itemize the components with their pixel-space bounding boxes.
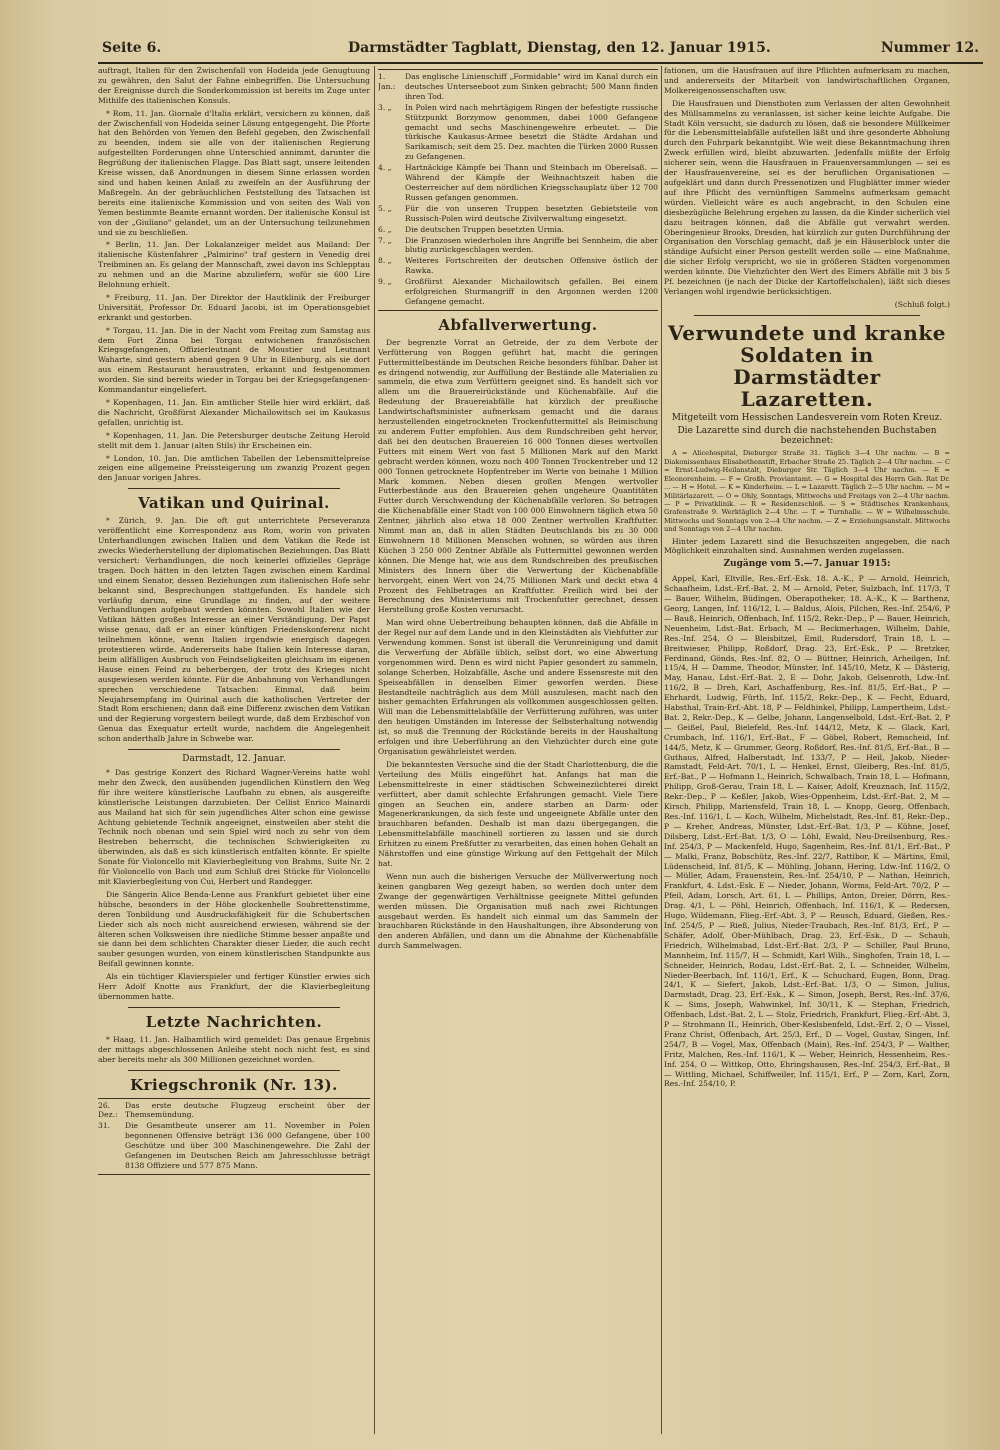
chronicle-entry (378, 163, 658, 203)
divider (128, 749, 340, 750)
article-paragraph: Als ein tüchtiger Klavierspieler und fertiger Künstler erwies sich Herr Adolf Knotte aus Frankfurt, der die Klavierbegleitung übernommen hatte. (98, 972, 370, 1001)
chronicle-entry (378, 72, 658, 102)
chronicle-text: Die Gesamtbeute unserer am 11. November in Polen begonnenen Offensive beträgt 136 000 Gefangene, über 100 Geschütze und über 300 Maschinengewehre. Die Zahl der Gefangenen im Deutschen Reich am Jahresschlusse beträgt 8138 Offiziere und 577 875 Mann. (125, 1121, 370, 1170)
masthead: Darmstädter Tagblatt, Dienstag, den 12. Januar 1915. (348, 40, 771, 56)
soldier-list: Appel, Karl, Eltville, Res.-Erf.-Esk. 18. A.-K., P — Arnold, Heinrich, Schaafheim, Ldst.-Erf.-Bat. 2, M — Arnold, Peter, Sulzbach, Inf. 117/3, T — Bauer, Wilhelm, Büdingen, Oberapotheker, 18. A.-K., K — Barthenz, Georg, Langen, Inf. 116/12, L — Baldus, Alois, Pilchen, Res.-Inf. 254/6, P — Bauß, Heinrich, Offenbach, Inf. 115/2, Rekr.-Dep., P — Bauer, Heinrich, Neuenheim, Ldst.-Bat. Erbach, M — Beckmerhagen, Wilhelm, Dahle, Res.-Inf. 254, O — Bleisbitzel, Emil, Rudersdorf, Train 18, L — Breitwieser, Philipp, Roßdorf, Drag. 23, Erf.-Esk., P — Bretzker, Ferdinand, Gönds, Res.-Inf. 82, O — Büttner, Heinrich, Arheilgen, Inf. 115/4, H — Damme, Theodor, Münster, Inf. 145/10, Metz, K — Dästerig, May, Hanau, Ldst.-Erf.-Bat. 2, E — Dohr, Jakob, Gelsenroth, Ldw.-Inf. 116/2, B — Dreh, Karl, Aschaffenburg, Res.-Inf. 81/5, Erf.-Bat., P — Ehrhardt, Ludwig, Fürth, Inf. 115/2, Rekr.-Dep., K — Fecht, Eduard, Habsthal, Train-Erf.-Abt. 18, P — Feldhinkel, Philipp, Lampertheim, Ldst.-Bat. 2, Rekr.-Dep., K — Gelbe, Johann, Langenselbold, Ldst.-Erf.-Bat. 2, P — Geißel, Paul, Bielefeld, Res.-Inf. 144/12, Metz, K — Glack, Karl, Crumbach, Inf. 116/1, Erf.-Bat., F — Göbel, Robert, Remscheid, Inf. 144/5, Metz, K — Grummer, Georg, Roßdorf, Res.-Inf. 81/5, Erf.-Bat., B — Guthaus, Alfred, Halberstadt, Inf. 133/7, P — Heil, Jakob, Nieder-Ramstadt, Feld-Art. 70/1, L — Henkel, Ernst, Gleiberg, Res.-Inf. 81/5, Erf.-Bat., P — Hofmann I., Heinrich, Schwalbach, Train 18, L — Hofmann, Philipp, Groß-Gerau, Train 18, L — Kaiser, Adolf, Kreuznach, Inf. 115/2, Rekr.-Dep., P — Keßler, Jakob, Wies-Oppenheim, Ldst.-Erf.-Bat. 2, M — Kirsch, Philipp, Mariensfeld, Train 18, L — Knopp, Georg, Offenbach, Res.-Inf. 116/1, L — Koch, Wilhelm, Michelstadt, Res.-Inf. 81, Rekr.-Dep., P — Kreher, Andreas, Münster, Ldst.-Erf.-Bat. 1/3, P — Kühne, Josef, Dilsberg, Ldst.-Erf.-Bat. 1/3, O — Löhl, Ewald, Neu-Dreilsenburg, Res.-Inf. 254/3, P — Mackenfeld, Hugo, Sagenheim, Res.-Inf. 81/1, Erf.-Bat., P — Malki, Franz, Bobschütz, Res.-Inf. 22/7, Rattibor, K — Märtins, Emil, Lüdenscheid, Inf. 81/5, K — Mühling, Johann, Hering, Ldw.-Inf. 116/2, O — Müller, Adam, Frauenstein, Res.-Inf. 254/10, P — Nathan, Heinrich, Frankfurt, 4. Ldst.-Esk. E — Nieder, Johann, Worms, Feld-Art. 70/2, P — Pfeil, Adam, Lorsch, Art. 61, L — Phillips, Anton, Dreier, Dörrn, Res.-Drag. 4/1, L — Pöhl, Heinrich, Offenbach, Inf. 116/1, K — Redersen, Hugo, Wildemann, Flieg.-Erf.-Abt. 3, P — Reusch, Eduard, Gießen, Res.-Inf. 254/5, P — Rieß, Julius, Nieder-Traubach, Res.-Inf. 81/3, Erf., P — Schäfer, Adolf, Ober-Mühlbach, Drag. 23, Erf.-Esk., D — Schaub, Friedrich, Wilhelmsbad, Ldst.-Erf.-Bat. 2/3, P — Schiller, Paul Bruno, Mannheim, Inf. 115/7, H — Schmidt, Karl Wilh., Singhofen, Train 18, L — Schneider, Heinrich, Rodau, Ldst.-Erf.-Bat. 2, L — Schneider, Wilhelm, Nieder-Beerbach, Inf. 116/1, Erf., K — Schuchard, Eugen, Bonn, Drag. 24/1, K — Siefert, Jakob, Ldst.-Erf.-Bat. 1/3, O — Simon, Julius, Darmstadt, Drag. 23, Erf.-Esk., K — Simon, Joseph, Berst, Res.-Inf. 37/6, K — Sims, Joseph, Wahwinkel, Inf. 30/11, K — Stephan, Friedrich, Offenbach, Ldst.-Bat. 2, L — Stolz, Friedrich, Frankfurt, Flieg.-Erf.-Abt. 3, P — Strohmann II., Heinrich, Ober-Keslsbenfeld, Ldst.-Erf. 2, O — Vissel, Franz Christ, Offenbach, Art. 25/3, Erf., D — Vogel, Gustav, Singen, Inf. 254/7, B — Vogel, Max, Offenbach (Main), Res.-Inf. 254/3, P — Walther, Fritz, Malchen, Res.-Inf. 116/1, K — Weber, Heinrich, Hessenheim, Res.-Inf. 254, O — Wittkop, Otto, Ehringshausen, Res.-Inf. 254/3, Erf.-Bat., B — Wittling, Michael, Schiffweiler, Inf. 115/1, Erf., P — Zorn, Karl, Zorn, Res.-Inf. 254/10, P. (664, 574, 950, 1089)
article-paragraph: Man wird ohne Uebertreibung behaupten können, daß die Abfälle in der Regel nur auf dem Lande und in den Kleinstädten als Viehfutter zur Verwendung kommen. Sonst ist überall die Verunreinigung und damit die Verwerfung der Abfälle üblich, selbst dort, wo eine Abwertung vorgenommen wird. Denn es wird nicht Papier gesondert zu sammeln, solange Scherben, Holzabfälle, Asche und andere Essensreste mit den Speiseabfällen in denselben Eimer geworfen werden. Diese Bestandteile nachträglich aus dem Müll auszulesen, macht nach den bisher gemachten Erfahrungen als vollkommen ausgeschlossen gelten. Will man die Lebensmittelabfälle der Verfütterung zuführen, was unter den heutigen Umständen im Interesse der Selbsterhaltung notwendig ist, so muß die Trennung der Rückstände bereits in der Haushaltung erfolgen und ihre Ueberführung an den Viehzüchter durch eine gute Organisation gewährleistet werden. (378, 618, 658, 756)
article-paragraph: Die Sängerin Alice Benda-Lenne aus Frankfurt gebietet über eine hübsche, besonders in der Höhe glockenhelle Soubrettenstimme, deren Tonbildung und Ausdrucksfähigkeit für die Schubertschen Lieder sich als noch nicht ausreichend erwiesen, während sie der älteren schen Volksweisen ihre niedliche Stimme besser anpaßte und sie dann bei dem schlichten Charakter dieser Lieder, die auch recht sauber gesungen wurden, von einem künstlerischen Standpunkte aus Beifall gewinnen konnte. (98, 889, 370, 969)
chronicle-text: Das erste deutsche Flugzeug erscheint über der Themsemündung. (125, 1100, 370, 1120)
article-paragraph: * London, 10. Jan. Die amtlichen Tabellen der Lebensmittelpreise zeigen eine allgemeine Preissteigerung um zwanzig Prozent gegen den Januar vorigen Jahres. (98, 453, 370, 483)
page-number: Seite 6. (102, 40, 162, 56)
chronicle-text: Großfürst Alexander Michailowitsch gefallen. Bei einem erfolgreichen Sturmangriff in den Argonnen werden 1200 Gefangene gemacht. (405, 277, 658, 306)
headline-kriegschronik: Kriegschronik (Nr. 13). (130, 1075, 338, 1094)
chronicle-date: 7. „ (378, 235, 392, 245)
subheading: Mitgeteilt vom Hessischen Landesverein vom Roten Kreuz. (671, 412, 943, 423)
issue-number: Nummer 12. (880, 40, 979, 56)
subheading: Die Lazarette sind durch die nachstehenden Buchstaben bezeichnet: (677, 425, 937, 446)
chronicle-date: 8. „ (378, 256, 392, 266)
divider (128, 488, 340, 489)
chronicle-date: 31. (98, 1121, 111, 1131)
chronicle-date: 26. Dez.: (98, 1100, 118, 1120)
dateline-darmstadt: Darmstadt, 12. Januar. (182, 754, 286, 765)
chronicle-date: 9. „ (378, 277, 392, 287)
chronicle-entry (98, 1121, 370, 1171)
article-paragraph: * Berlin, 11. Jan. Der Lokalanzeiger meldet aus Mailand: Der italienische Küstenfahrer „Palmirino" traf gestern in Venedig drei Treibminen an. Es gelang der Mannschaft, zwei davon ins Schlepptau zu nehmen und an die Marine abzuliefern, wofür sie 600 Lire Belohnung erhielt. (98, 240, 370, 290)
column-3 (664, 66, 950, 1436)
chronicle-text: In Polen wird nach mehrtägigem Ringen der befestigte russische Stützpunkt Borzymow genommen, dabei 1000 Gefangene gemacht und sechs Maschinengewehre erbeutet. — Die türkische Kaukasus-Armee besetzt die Städte Ardahan und Sarikamisch; seit dem 25. Dez. machten die Türken 2000 Russen zu Gefangenen. (405, 102, 658, 162)
divider (128, 1007, 340, 1008)
chronicle-text: Weiteres Fortschreiten der deutschen Offensive östlich der Rawka. (405, 256, 658, 276)
chronicle-entry (378, 204, 658, 224)
chronicle-date: 6. „ (378, 224, 392, 234)
headline-vatikan: Vatikan und Quirinal. (138, 494, 330, 513)
chronicle-entry (98, 1101, 370, 1121)
article-paragraph: * Haag, 11. Jan. Halbamtlich wird gemeldet: Das genaue Ergebnis der mittags abgeschlossenen Anleihe steht noch nicht fest, es sind aber bereits mehr als 300 Millionen gezeichnet worden. (98, 1034, 370, 1064)
article-paragraph: * Kopenhagen, 11. Jan. Die Petersburger deutsche Zeitung Herold stellt mit dem 1. Januar (alten Stils) ihr Erscheinen ein. (98, 430, 370, 450)
page-header (98, 38, 983, 64)
chronicle-entry (378, 103, 658, 162)
chronicle-entry (378, 277, 658, 307)
article-paragraph: auftragt, Italien für den Zwischenfall von Hodeida jede Genugtuung zu gewähren, den Salut der Fahne einbegriffen. Die Untersuchung der Ereignisse durch die Sonderkommission ist bereits im Zuge unter Mithilfe des italienischen Konsuls. (98, 66, 370, 105)
article-paragraph: Hinter jedem Lazarett sind die Besuchszeiten angegeben, die nach Möglichkeit einzuhalten sind. Ausnahmen werden zugelassen. (664, 536, 950, 556)
divider (694, 315, 920, 316)
headline-abfallverwertung: Abfallverwertung. (438, 315, 598, 334)
article-paragraph: * Torgau, 11. Jan. Die in der Nacht vom Freitag zum Samstag aus dem Fort Zinna bei Torgau entwichenen französischen Kriegsgefangenen, Offizierleutnant de Moustier und Leutnant Waharte, sind gestern abend gegen 9 Uhr in Eilenburg, als sie dort aus einem Restaurant heraustraten, erkannt und festgenommen worden. Sie sind bereits wieder in Torgau bei der Kriegsgefangenen-Kommandantur eingeliefert. (98, 325, 370, 395)
arrivals-heading: Zugänge vom 5.—7. Januar 1915: (723, 559, 891, 570)
chronicle-date: 3. „ (378, 102, 392, 112)
chronicle-date: 1. Jan.: (378, 72, 396, 91)
chronicle-text: Die Franzosen wiederholen ihre Angriffe bei Sennheim, die aber blutig zurückgeschlagen werden. (405, 235, 658, 255)
headline-letzte-nachrichten: Letzte Nachrichten. (145, 1012, 323, 1031)
chronicle-text: Hartnäckige Kämpfe bei Thann und Steinbach im Oberelsaß. — Während der Kämpfe der Weihnachtszeit haben die Oesterreicher auf dem nördlichen Kriegsschauplatz über 12 700 Russen gefangen genommen. (405, 163, 658, 202)
article-paragraph: * Kopenhagen, 11. Jan. Ein amtlicher Stelle hier wird erklärt, daß die Nachricht, Großfürst Alexander Michailowitsch sei im Kaukasus gefallen, unrichtig ist. (98, 398, 370, 427)
chronicle-entry (378, 225, 658, 235)
article-paragraph: Die bekanntesten Versuche sind die der Stadt Charlottenburg, die die Verteilung des Mülls eingeführt hat. Anfangs hat man die Lebensmittelreste in einer städtischen Schweinezüchterei direkt verfüttert, aber damit schlechte Erfahrungen gemacht. Viele Tiere gingen an Seuchen ein, andere starben an Darm- oder Magenerkrankungen, da sich feste und ungeeignete Abfälle unter den brauchbaren befanden. Deshalb ist man dazu übergegangen, die Lebensmittelabfälle maschinell sortieren zu lassen und sie durch Erhitzen zu einem Preßfutter zu verarbeiten, das einen hohen Gehalt an Nährstoffen und eine günstige Wirkung auf den Fettgehalt der Milch hat. (378, 759, 658, 868)
chronicle-text: Das englische Linienschiff „Formidable" wird im Kanal durch ein deutsches Unterseeboot zum Sinken gebracht; 500 Mann finden ihren Tod. (405, 72, 658, 101)
article-paragraph: * Das gestrige Konzert des Richard Wagner-Vereins hatte wohl mehr den Zweck, den ausübenden jugendlichen Künstlern den Weg für ihre weitere künstlerische Laufbahn zu ebnen, als ausgereifte künstlerische Leistungen darzubieten. Der Cellist Enrico Mainardi aus Mailand hat sich für sein jugendliches Alter schon eine gewisse Achtung gebietende Technik angeeignet, einstweilen aber steht die Technik noch obenan und sein Spiel wird noch zu sehr von dem Bestreben beherrscht, die technischen Schwierigkeiten zu überwinden, als daß es sich künstlerisch entfalten könnte. Er spielte Sonate für Violoncello mit Klavierbegleitung von Brahms, Suite Nr. 2 für Violoncello von Bach und zum Schluß drei Stücke für Violoncello mit Klavierbegleitung von Cui, Herbert und Randegger. (98, 768, 370, 886)
chronicle-entry (378, 236, 658, 256)
article-paragraph: Wenn nun auch die bisherigen Versuche der Müllverwertung noch keinen gangbaren Weg gezeigt haben, so werden doch unter dem Zwange der gegenwärtigen Verhältnisse geeignete Mittel gefunden werden müssen. Die Organisation muß nach zwei Richtungen ausgebaut werden. Es handelt sich einmal um das Sammeln der brauchbaren Rückstände in den Haushaltungen, ihre Absonderung von den anderen Abfällen, und dann um die Abnahme der Küchenabfälle durch Sammelwagen. (378, 871, 658, 951)
column-rule (661, 66, 662, 1434)
headline-verwundete: Verwundete und kranke Soldaten in Darmstädter Lazaretten. (668, 320, 946, 411)
chronicle-date: 4. „ (378, 163, 392, 173)
column-rule (374, 66, 375, 1434)
chronicle-date: 5. „ (378, 203, 392, 213)
article-paragraph: * Rom, 11. Jan. Giornale d'Italia erklärt, versichern zu können, daß der Zwischenfall von Hodeida seiner Lösung entgegengeht. Die Pforte hat den Behörden von Yemen den Befehl gegeben, den Zwischenfall zu beenden, indem sie alle von der italienischen Regierung aufgestellten Forderungen ohne Unterschied annimmt, darunter die Begrüßung der italienischen Flagge. Das Blatt sagt, unsere leitenden Kreise wissen, daß Anordnungen in diesem Sinne erlassen worden sind und haben keinen Anlaß zu zweifeln an der Ausführung der Maßregeln. An der gebräuchlichen Feststellung des Tatsachen ist bereits eine italienische Kommission und von seiten des Wali von Yemen bestimmte Beamte ernannt worden. Der italienische Konsul ist von der „Giuliano" gelandet, um an der Untersuchung teilzunehmen und sie zu beschließen. (98, 108, 370, 237)
chronicle-text: Für die von unseren Truppen besetzten Gebietsteile von Russisch-Polen wird deutsche Zivilverwaltung eingesetzt. (405, 203, 658, 223)
divider (128, 1070, 340, 1071)
article-paragraph: Die Hausfrauen und Dienstboten zum Verlassen der alten Gewohnheit des Müllsammelns zu veranlassen, ist sicher keine leichte Aufgabe. Die Stadt Köln versucht, sie dadurch zu lösen, daß sie besondere Müllkeimer für die Lebensmittelabfälle aufstellen läßt und ihre gesonderte Abholung durch den Fuhrpark bekanntgibt. Wie weit diese Bekanntmachung ihren Zweck erfüllen wird, bleibt abzuwarten. Jedenfalls müßte der Erfolg sicherer sein, wenn die Hausfrauen in Frauenversammlungen — sei es der Hausfrauenvereine, sei es der beruflichen Organisationen — aufgeklärt und dann durch Pressenotizen und Flugblätter immer wieder auf ihre Pflicht des vernünftigen Sammelns aufmerksam gemacht würden. Vielleicht wäre es auch angebracht, in den Schulen eine diesbezügliche Belehrung ergehen zu lassen, da die Kinder sicherlich viel dazu beitragen können, daß die Abfälle gut verwahrt werden. Oberingenieur Brooks, Dresden, hat kürzlich zur guten Durchführung der Organisation den Vorschlag gemacht, daß je ein Häuserblock unter die ständige Aufsicht einer Person gestellt werden solle — eine Maßnahme, die sicher Erfolg verspricht, wo sie in größeren Städten vorgenommen werden könnte. Die Viehzüchter den Wert des Eimers Abfälle mit 3 bis 5 Pf. bezeichnen (je nach der Dicke der Kartoffelschalen), läßt sich dieses Verlangen wohl irgendwie berücksichtigen. (664, 98, 950, 296)
chronicle-entry (378, 256, 658, 276)
column-1 (98, 66, 370, 1436)
article-paragraph: * Freiburg, 11. Jan. Der Direktor der Hautklinik der Freiburger Universität, Professor Dr. Eduard Jacobi, ist im Operationsgebiet erkrankt und gestorben. (98, 292, 370, 322)
continued-note: (Schluß folgt.) (894, 299, 950, 309)
article-paragraph: fationen, um die Hausfrauen auf ihre Pflichten aufmerksam zu machen, und andererseits der Mitarbeit von landwirtschaftlichen Organen, Molkereigenossenschaften usw. (664, 66, 950, 95)
war-chronicle-list (378, 69, 658, 311)
chronicle-text: Die deutschen Truppen besetzten Urmia. (405, 224, 564, 234)
lazarett-legend: A = Alicehospital, Dieburger Straße 31. Täglich 3—4 Uhr nachm. — B = Diakonissenhaus Elisabethenstift, Erbacher Straße 25. Täglich 2—4 Uhr nachm. — C = Ernst-Ludwig-Heilanstalt, Dieburger Str. Täglich 3—4 Uhr nachm. — E = Eleonorenheim. — F = Großh. Proviantamt. — G = Hospital des Herrn Geh. Rat Dr. ... — H = Hotel. — K = Kinderheim. — L = Lazarett. Täglich 2—5 Uhr nachm. — M = Militärlazarett. — O = Ohly, Sonntags, Mittwochs und Freitags von 2—4 Uhr nachm. — P = Privatklinik. — R = Residenzschloß. — S = Städtisches Krankenhaus, Grafenstraße 9. Werktäglich 2—4 Uhr. — T = Turnhalle. — W = Wilhelmsschule. Mittwochs und Sonntags von 2—4 Uhr nachm. — Z = Erziehungsanstalt. Mittwochs und Sonntags von 2—4 Uhr nachm. (664, 449, 950, 534)
article-paragraph: Der begrenzte Vorrat an Getreide, der zu dem Verbote der Verfütterung von Roggen geführt hat, macht die geringen Futtermittelbestände im Deutschen Reiche besonders fühlbar. Daher ist es dringend notwendig, zur Auffüllung der Bestände alle Materialien zu sammeln, die etwa zum Verfüttern geeignet sind. Es handelt sich vor allem um die Brauereirückstände und Küchenabfälle. Auf die Bedeutung der Brauereiabfälle hat kürzlich der preußische Landwirtschaftsminister aufmerksam gemacht und die daraus herzustellenden eingetrockneten Trockenfuttermittel als Beimischung zu anderem Futter empfohlen. Aus dem Rundschreiben geht hervor, daß bei den deutschen Brauereien 16 000 Tonnen dieses wertvollen Futters mit einem Wert von fast 5 Millionen Mark auf den Markt gebracht werden können, wozu noch 400 Tonnen Trockentreber und 12 000 Tonnen getrocknete Hopfentreber im Werte von beinahe 1 Million Mark kommen. Neben diesen großen Mengen wertvoller Futterbestände aus den Brauereien gehen ungeheure Quantitäten Futter durch Verschwendung der Küchenabfälle verloren. So betragen die Küchenabfälle einer Stadt von 100 000 Einwohnern täglich etwa 50 Zentner, jährlich also etwa 18 000 Zentner wertvollen Kraftfutter. Nimmt man an, daß in allen Städten Deutschlands bis zu 30 000 Einwohnern 18 Millionen Menschen wohnen, so würden aus ihren Küchen 3 250 000 Zentner Abfälle als Futtermittel gewonnen werden können. Die Menge hat, wie aus dem Rundschreiben des preußischen Ministers des Innern über die Verwertung der Küchenabfälle hervorgeht, einen Wert von 24,75 Millionen Mark und deckt etwa 4 Prozent des Fehlbetrages an Kraftfutter. Freilich wird bei der Berechnung des Ministeriums mit Trockenfutter gerechnet, dessen Herstellung große Kosten verursacht. (378, 337, 658, 615)
article-paragraph: * Zürich, 9. Jan. Die oft gut unterrichtete Perseveranza veröffentlicht eine Korrespondenz aus Rom, worin von privaten Unterhandlungen zwischen Italien und dem Vatikan die Rede ist zwecks Wiederherstellung der diplomatischen Beziehungen. Das Blatt versichert: Verhandlungen, die noch keinerlei offizielles Gepräge tragen. Doch hätten in den letzten Tagen zwischen einem Kardinal und einem Senator, dessen Beziehungen zum italienischen Hofe sehr bekannt sind, Besprechungen stattgefunden. Es handele sich vorläufig darum, eine Grundlage zu finden, auf der weitere Verhandlungen aufgebaut werden könnten. Sowohl Italien wie der Vatikan hätten großes Interesse an einer Verständigung. Der Papst wisse genau, daß er an einer künftigen Friedenskonferenz nicht teilnehmen könne, wenn Italien irgendwie energisch dagegen protestieren würde. Andererseits habe Italien kein Interesse daran, beim allfälligen Ausbruch von Feindseligkeiten gleichsam im eigenen Hause einen Feind zu beherbergen, der trotz des Krieges nicht ausgewiesen werden könnte. Für die Anbahnung von Verhandlungen sprechen verschiedene Tatsachen: Einmal, daß beim Neujahrsempfang im Quirinal auch die katholischen Vertreter der Stadt Rom erschienen; dann daß eine Differenz zwischen dem Vatikan und der Regierung vorgestern beilegt wurde, daß dem Erzbischof von Genua das Exequatur erteilt wurde, nachdem die Angelegenheit schon anderthalb Jahre in Schwebe war. (98, 516, 370, 744)
war-chronicle-list (98, 1098, 370, 1175)
column-2 (378, 66, 658, 1436)
